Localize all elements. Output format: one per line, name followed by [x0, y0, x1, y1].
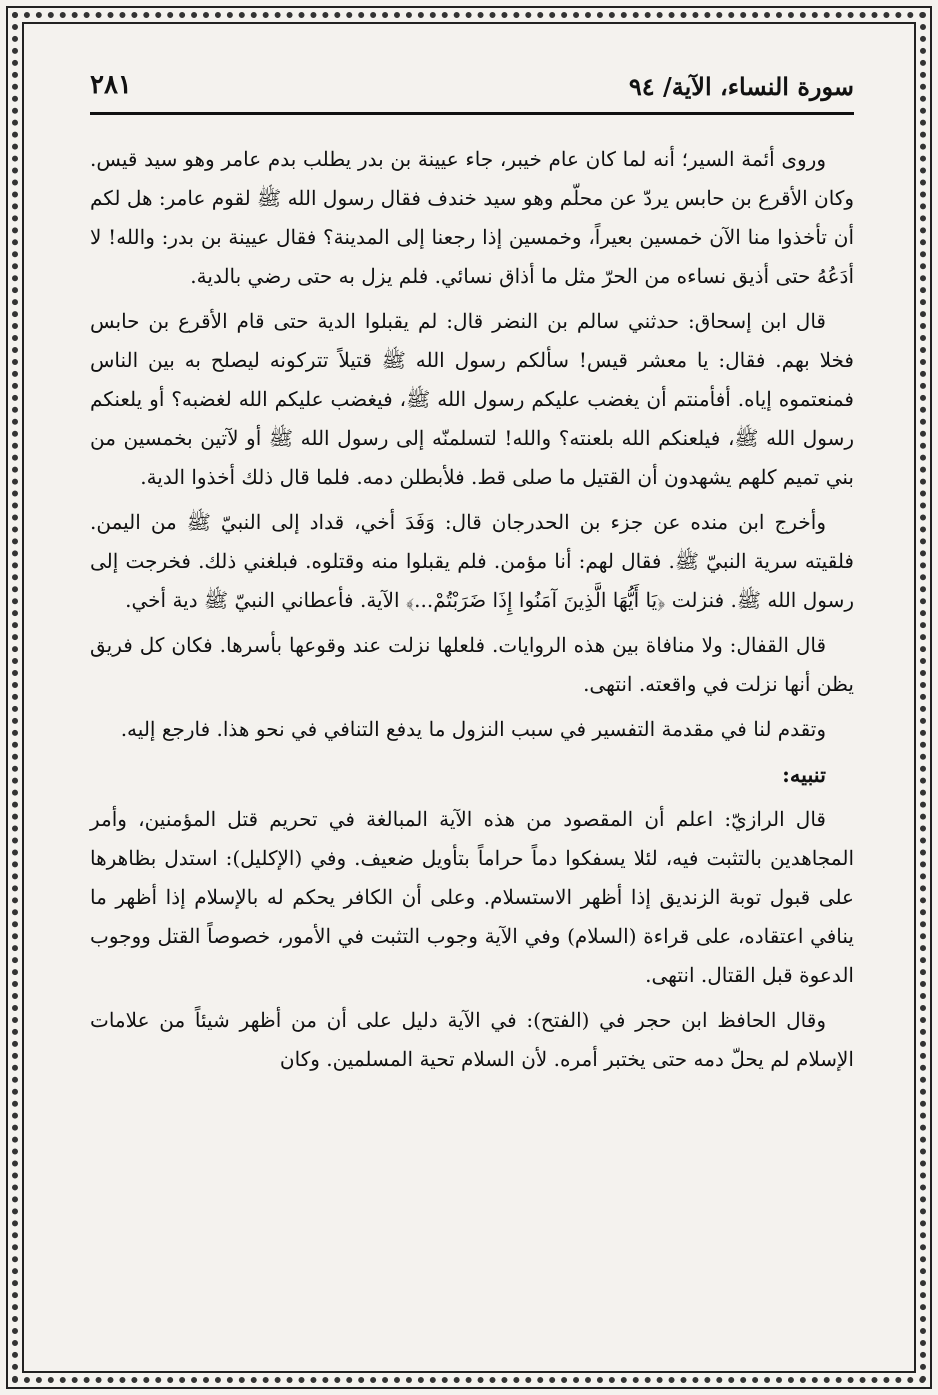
paragraph-5: وتقدم لنا في مقدمة التفسير في سبب النزول ما يدفع التنافي في نحو هذا. فارجع إليه. [120, 717, 826, 741]
paragraph-3: وأخرج ابن منده عن جزء بن الحدرجان قال: وَفَدَ أخي، قداد إلى النبيّ ﷺ من اليمن. فلقيته سرية النبيّ ﷺ. فقال لهم: أنا مؤمن. فلم يقبلوا منه وقتلوه. فبلغني ذلك. فخرجت إلى رسول الله ﷺ. فنزلت ﴿يَا أَيُّهَا الَّذِينَ آمَنُوا إِذَا ضَرَبْتُمْ...﴾ الآية. فأعطاني النبيّ ﷺ دية أخي. [90, 510, 854, 612]
paragraph-1: وروى أئمة السير؛ أنه لما كان عام خيبر، جاء عيينة بن بدر يطلب بدم عامر وهو سيد قيس. وكان الأقرع بن حابس يردّ عن محلّم وهو سيد خندف فقال رسول الله ﷺ لقوم عامر: هل لكم أن تأخذوا منا الآن خمسين بعيراً، وخمسين إذا رجعنا إلى المدينة؟ فقال عيينة بن بدر: والله! لا أدَعُهُ حتى أذيق نساءه من الحرّ مثل ما أذاق نسائي. فلم يزل به حتى رضي بالدية. [90, 147, 854, 288]
paragraph-4: قال القفال: ولا منافاة بين هذه الروايات. فلعلها نزلت عند وقوعها بأسرها. فكان كل فريق يظن أنها نزلت في واقعته. انتهى. [90, 633, 854, 696]
running-header [90, 68, 854, 115]
surah-title: سورة النساء، الآية/ ٩٤ [628, 72, 854, 101]
page-body [90, 140, 854, 1085]
paragraph-6: قال الرازيّ: اعلم أن المقصود من هذه الآية المبالغة في تحريم قتل المؤمنين، وأمر المجاهدين بالتثبت فيه، لئلا يسفكوا دماً حراماً بتأويل ضعيف. وفي (الإكليل): استدل بظاهرها على قبول توبة الزنديق إذا أظهر الاستسلام. وعلى أن الكافر يحكم له بالإسلام إذا أظهر ما ينافي اعتقاده، على قراءة (السلام) وفي الآية وجوب التثبت في الأمور، خصوصاً القتل ووجوب الدعوة قبل القتال. انتهى. [90, 807, 854, 987]
paragraph-7: وقال الحافظ ابن حجر في (الفتح): في الآية دليل على أن من أظهر شيئاً من علامات الإسلام لم يحلّ دمه حتى يختبر أمره. لأن السلام تحية المسلمين. وكان [90, 1008, 854, 1071]
section-heading: تنبيه: [782, 762, 826, 787]
paragraph-2: قال ابن إسحاق: حدثني سالم بن النضر قال: لم يقبلوا الدية حتى قام الأقرع بن حابس فخلا بهم. فقال: يا معشر قيس! سألكم رسول الله ﷺ قتيلاً تتركونه ليصلح به بين الناس فمنعتموه إياه. أفأمنتم أن يغضب عليكم رسول الله ﷺ، فيغضب عليكم الله لغضبه؟ أو يلعنكم رسول الله ﷺ، فيلعنكم الله بلعنته؟ والله! لتسلمنّه إلى رسول الله ﷺ أو لآتين بخمسين من بني تميم كلهم يشهدون أن القتيل ما صلى قط. فلأبطلن دمه. فلما قال ذلك أخذوا الدية. [90, 309, 854, 489]
page-number: ٢٨١ [90, 70, 132, 100]
